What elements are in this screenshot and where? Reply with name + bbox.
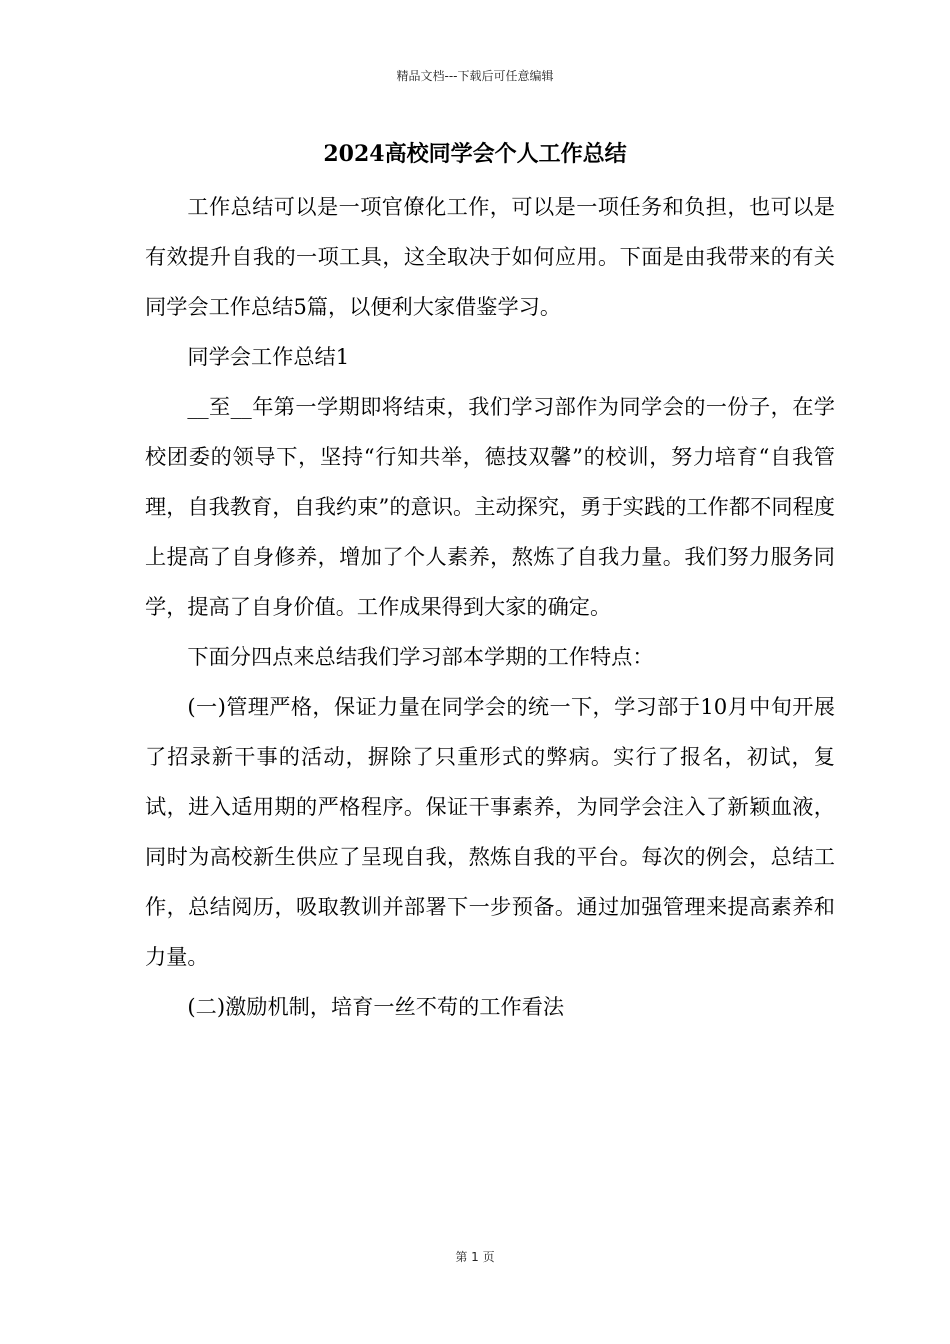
document-body (145, 182, 835, 1032)
paragraph-point-one: (一)管理严格，保证力量在同学会的统一下，学习部于10月中旬开展了招录新干事的活动，摒除了只重形式的弊病。实行了报名，初试，复试，进入适用期的严格程序。保证干事素养，为同学会注入了新颖血液，同时为高校新生供应了呈现自我，熬炼自我的平台。每次的例会，总结工作，总结阅历，吸取教训并部署下一步预备。通过加强管理来提高素养和力量。 (145, 694, 835, 969)
page-header-note: 精品文档---下载后可任意编辑 (396, 69, 554, 83)
page-number: 第 1 页 (455, 1250, 495, 1264)
document-title: 2024高校同学会个人工作总结 (323, 141, 627, 167)
paragraph-overview: __至__年第一学期即将结束，我们学习部作为同学会的一份子，在学校团委的领导下，坚持“行知共举，德技双馨”的校训，努力培育“自我管理，自我教育，自我约束”的意识。主动探究，勇于实践的工作都不同程度上提高了自身修养，增加了个人素养，熬炼了自我力量。我们努力服务同学，提高了自身价值。工作成果得到大家的确定。 (145, 394, 835, 619)
paragraph-intro: 工作总结可以是一项官僚化工作，可以是一项任务和负担，也可以是有效提升自我的一项工具，这全取决于如何应用。下面是由我带来的有关同学会工作总结5篇，以便利大家借鉴学习。 (145, 194, 835, 319)
paragraph-four-points: 下面分四点来总结我们学习部本学期的工作特点： (187, 644, 654, 669)
paragraph-point-two: (二)激励机制，培育一丝不苟的工作看法 (187, 994, 565, 1019)
paragraph-section-heading: 同学会工作总结1 (187, 344, 350, 369)
